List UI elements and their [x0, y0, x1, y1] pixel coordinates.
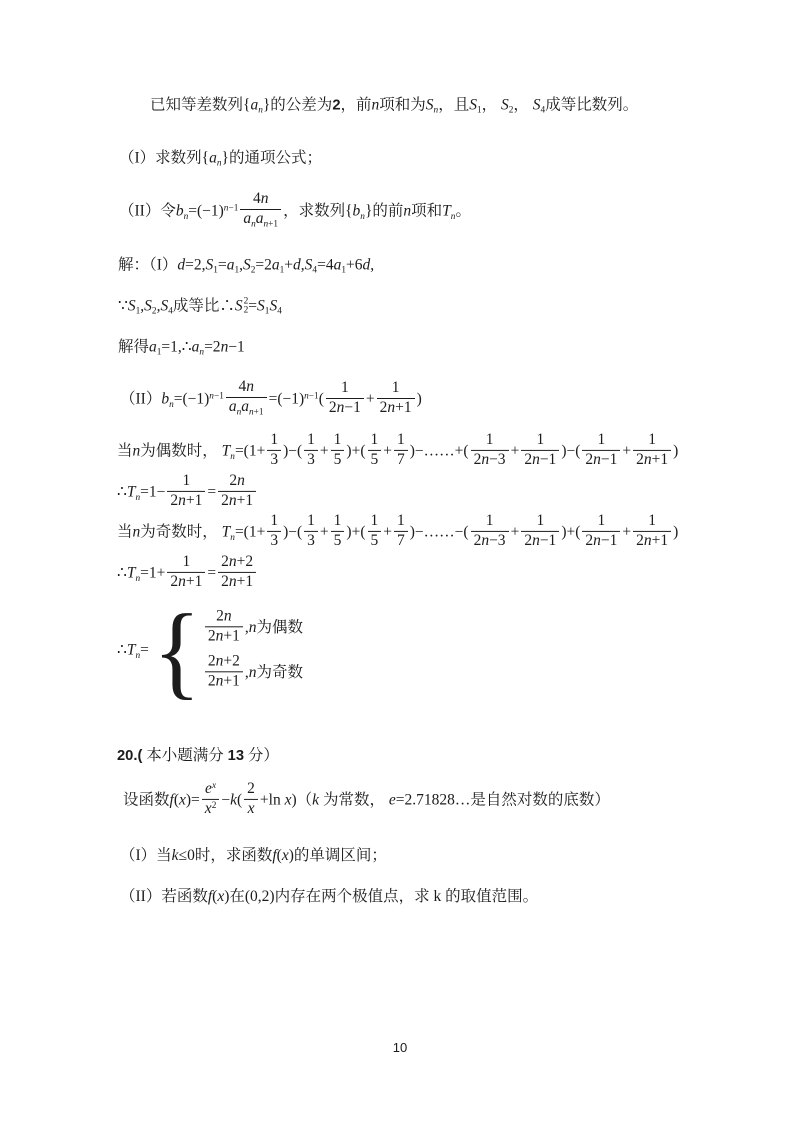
problem-20-part-2: （II）若函数f(x)在(0,2)内存在两个极值点，求 k 的取值范围。 [120, 887, 539, 905]
problem-20-part-1: （I）当k≤0时，求函数f(x)的单调区间； [120, 846, 387, 864]
problem-20-function-definition: 设函数f(x)= $\frac{e^x}{x^2}$ −k( $\frac{2}{x}$ +ln x)（k 为常数， e=2.71828…是自然对数的底数） [123, 779, 610, 817]
solution-line-3: 解得$a_1=1,\therefore a_n=2n-1$ [118, 338, 245, 358]
solution-line-4: $(II)b_n=(-1)^{n-1}$ 4n $a_na_{n+1}$ $=(-1)^{n-1}$( $\frac{1}{2n-1}$ + $\frac{1}{2n+1}$ ) [120, 378, 422, 417]
problem-19-statement: 已知等差数列$\{a_n\}$的公差为2，前n项和为$S_n$，且$S_1$， $S_2$， $S_4$成等比数列。 [150, 96, 639, 116]
page-number: 10 [392, 1040, 408, 1055]
solution-line-8: $\therefore T_n=1+$ $\frac{1}{2n+1}$ = $\frac{2n+2}{2n+1}$ [117, 555, 258, 593]
solution-line-9-piecewise-result: $\therefore T_n=$ { $\frac{2n}{2n+1}$ ,n为偶数 $\frac{2n+2}{2n+1}$ ,n为奇数 [117, 592, 304, 710]
solution-line-7-odd-case: 当n为奇数时， $T_n=(1+$ $\frac{1}{3}$ )−( $\frac{1}{3}$ + $\frac{1}{5}$ )+( $\frac{1}{5}$ + $\frac{1}{7}$ )−……−( $\frac{1}{2n-3}$ + $\frac{1}{2n-1}$ )+( $\frac{1}{2n-1}$ + $\frac{1}{2n+1}$ ) [117, 511, 679, 549]
problem-19-part-1: （I）求数列$\{a_n\}$的通项公式； [119, 149, 322, 169]
left-brace: { [152, 592, 201, 710]
solution-line-6: $\therefore T_n=1-$ $\frac{1}{2n+1}$ = $\frac{2n}{2n+1}$ [117, 474, 258, 512]
solution-line-1: 解：$(I)d=2,S_1=a_1,S_2=2a_1+d,S_4=4a_1+6d$, [118, 256, 375, 276]
solution-line-2: $\because S_1,S_2,S_4$成等比∴S 2 2 $=S_1S_4$ [118, 296, 282, 317]
problem-19-part-2: （II）令$b_n=(-1)^{n-1}$ 4n $a_na_{n+1}$ ，求数列$\{b_n\}$的前n项和$T_n$。 [119, 190, 471, 229]
problem-20-header: 20.( 本小题满分 13 分） [117, 746, 279, 764]
solution-line-5-even-case: 当n为偶数时， $T_n=(1+$ $\frac{1}{3}$ )−( $\frac{1}{3}$ + $\frac{1}{5}$ )+( $\frac{1}{5}$ + $\frac{1}{7}$ )−……+( $\frac{1}{2n-3}$ + $\frac{1}{2n-1}$ )−( $\frac{1}{2n-1}$ + $\frac{1}{2n+1}$ ) [117, 430, 679, 468]
